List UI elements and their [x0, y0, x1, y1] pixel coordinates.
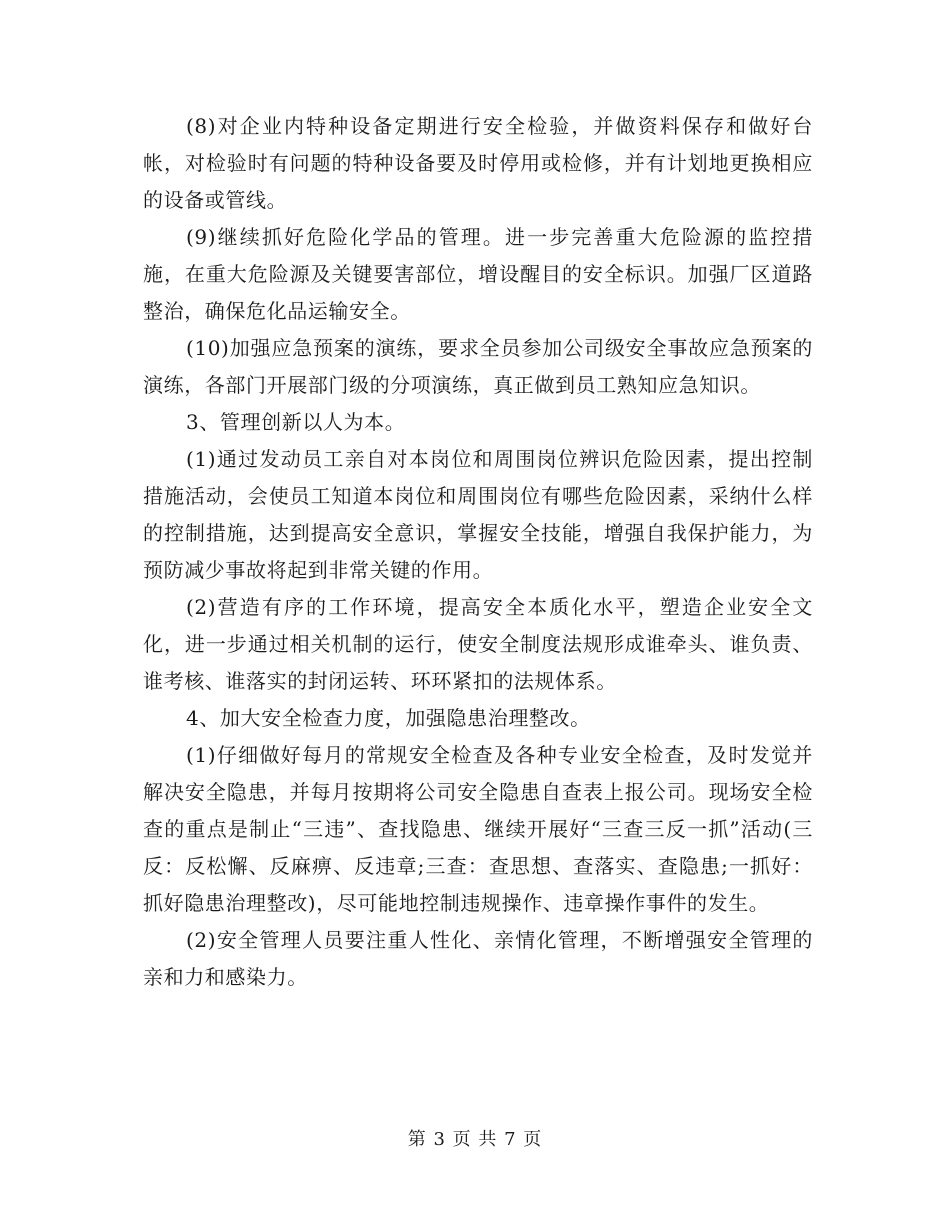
section-heading-4: 4、加大安全检查力度，加强隐患治理整改。 — [186, 706, 591, 730]
page-number-footer: 第 3 页 共 7 页 — [407, 1129, 543, 1150]
paragraph-item-9: (9)继续抓好危险化学品的管理。进一步完善重大危险源的监控措施，在重大危险源及关键要害部位，增设醒目的安全标识。加强厂区道路整治，确保危化品运输安全。 — [143, 225, 813, 323]
section-heading-3: 3、管理创新以人为本。 — [186, 410, 406, 434]
paragraph-item-10: (10)加强应急预案的演练，要求全员参加公司级安全事故应急预案的演练，各部门开展部门级的分项演练，真正做到员工熟知应急知识。 — [143, 336, 813, 397]
paragraph-section4-item-1: (1)仔细做好每月的常规安全检查及各种专业安全检查，及时发觉并解决安全隐患，并每月按期将公司安全隐患自查表上报公司。现场安全检查的重点是制止“三违”、查找隐患、继续开展好“三查三反一抓”活动(三反：反松懈、反麻痹、反违章;三查：查思想、查落实、查隐患;一抓好：抓好隐患治理整改)，尽可能地控制违规操作、违章操作事件的发生。 — [143, 743, 813, 915]
paragraph-section4-item-2: (2)安全管理人员要注重人性化、亲情化管理，不断增强安全管理的亲和力和感染力。 — [143, 928, 813, 989]
document-body — [143, 108, 813, 996]
paragraph-section3-item-1: (1)通过发动员工亲自对本岗位和周围岗位辨识危险因素，提出控制措施活动，会使员工知道本岗位和周围岗位有哪些危险因素，采纳什么样的控制措施，达到提高安全意识，掌握安全技能，增强自我保护能力，为预防减少事故将起到非常关键的作用。 — [143, 447, 813, 582]
paragraph-section3-item-2: (2)营造有序的工作环境，提高安全本质化水平，塑造企业安全文化，进一步通过相关机制的运行，使安全制度法规形成谁牵头、谁负责、谁考核、谁落实的封闭运转、环环紧扣的法规体系。 — [143, 595, 813, 693]
paragraph-item-8: (8)对企业内特种设备定期进行安全检验，并做资料保存和做好台帐，对检验时有问题的特种设备要及时停用或检修，并有计划地更换相应的设备或管线。 — [143, 114, 813, 212]
